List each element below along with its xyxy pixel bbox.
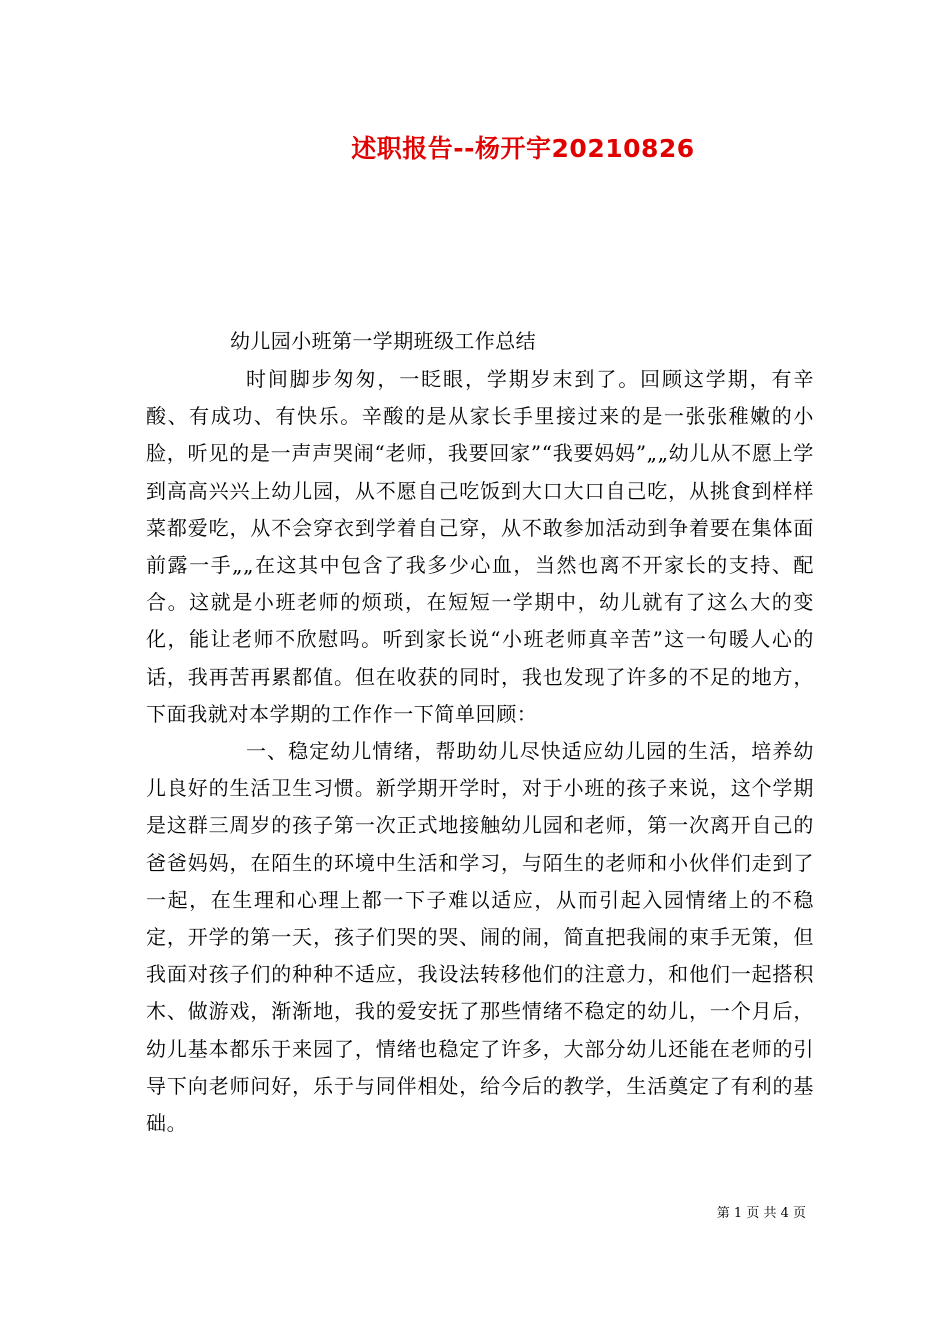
- page-footer: 第 1 页 共 4 页: [716, 1206, 806, 1221]
- paragraph-1: 时间脚步匆匆，一眨眼，学期岁末到了。回顾这学期，有辛酸、有成功、有快乐。辛酸的是从家长手里接过来的是一张张稚嫩的小脸，听见的是一声声哭闹“老师，我要回家”“我要妈妈”„„幼儿从不愿上学到高高兴兴上幼儿园，从不愿自己吃饭到大口大口自己吃，从挑食到样样菜都爱吃，从不会穿衣到学着自己穿，从不敢参加活动到争着要在集体面前露一手„„在这其中包含了我多少心血，当然也离不开家长的支持、配合。这就是小班老师的烦琐，在短短一学期中，幼儿就有了这么大的变化，能让老师不欣慰吗。听到家长说“小班老师真辛苦”这一句暖人心的话，我再苦再累都值。但在收获的同时，我也发现了许多的不足的地方，下面我就对本学期的工作作一下简单回顾：: [146, 367, 814, 726]
- document-subtitle: 幼儿园小班第一学期班级工作总结: [230, 329, 536, 353]
- document-body: [146, 361, 814, 1142]
- paragraph-2: 一、稳定幼儿情绪，帮助幼儿尽快适应幼儿园的生活，培养幼儿良好的生活卫生习惯。新学期开学时，对于小班的孩子来说，这个学期是这群三周岁的孩子第一次正式地接触幼儿园和老师，第一次离开自己的爸爸妈妈，在陌生的环境中生活和学习，与陌生的老师和小伙伴们走到了一起，在生理和心理上都一下子难以适应，从而引起入园情绪上的不稳定，开学的第一天，孩子们哭的哭、闹的闹，简直把我闹的束手无策，但我面对孩子们的种种不适应，我设法转移他们的注意力，和他们一起搭积木、做游戏，渐渐地，我的爱安抚了那些情绪不稳定的幼儿，一个月后，幼儿基本都乐于来园了，情绪也稳定了许多，大部分幼儿还能在老师的引导下向老师问好，乐于与同伴相处，给今后的教学，生活奠定了有利的基础。: [146, 739, 814, 1136]
- document-title: 述职报告--杨开宇20210826: [351, 134, 695, 163]
